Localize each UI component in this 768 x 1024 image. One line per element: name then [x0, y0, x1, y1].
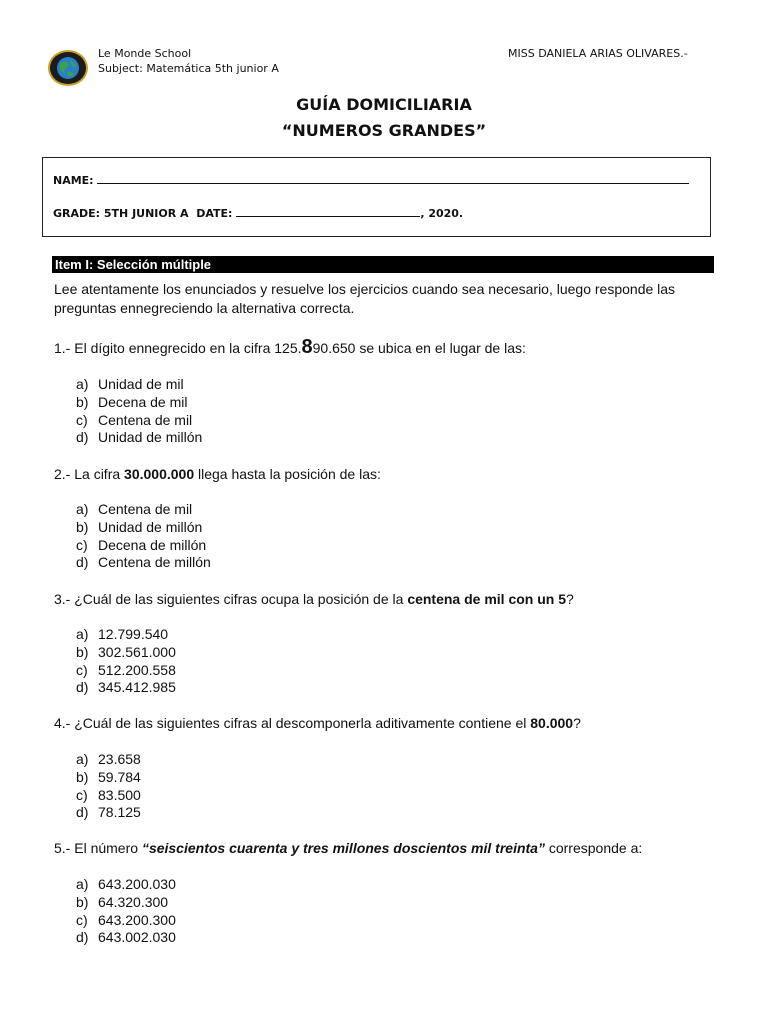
- question-2: [54, 465, 381, 483]
- question-2-options: [76, 501, 211, 572]
- year-suffix: , 2020.: [420, 207, 464, 220]
- school-logo-icon: [48, 50, 88, 86]
- option-a[interactable]: a) Centena de mil: [76, 501, 193, 517]
- question-highlight: centena de mil con un 5: [407, 591, 567, 607]
- option-d[interactable]: d) 78.125: [76, 804, 141, 821]
- question-text: 3.- ¿Cuál de las siguientes cifras ocupa la posición de la: [54, 591, 408, 607]
- instructions-text: Lee atentamente los enunciados y resuelve los ejercicios cuando sea necesario, luego responde las preguntas ennegreciendo la alternativa correcta.: [54, 281, 676, 316]
- question-text: ?: [573, 715, 581, 731]
- option-d[interactable]: d) 643.002.030: [76, 929, 176, 946]
- question-text: 4.- ¿Cuál de las siguientes cifras al descomponerla aditivamente contiene el: [54, 715, 531, 731]
- grade-row: [53, 205, 463, 220]
- option-b[interactable]: b) 64.320.300: [76, 893, 169, 910]
- question-5: [54, 839, 642, 857]
- grade-label: GRADE: 5TH JUNIOR A: [53, 207, 189, 220]
- option-a[interactable]: a) Unidad de mil: [76, 376, 184, 392]
- name-field[interactable]: [97, 172, 689, 184]
- option-a[interactable]: a) 12.799.540: [76, 626, 169, 642]
- option-a[interactable]: a) 643.200.030: [76, 876, 176, 892]
- option-c[interactable]: c) Centena de mil: [76, 411, 193, 428]
- question-4-options: [76, 751, 141, 822]
- option-b[interactable]: b) Decena de mil: [76, 393, 188, 410]
- subject-line: Subject: Matemática 5th junior A: [98, 62, 279, 75]
- option-c[interactable]: c) Decena de millón: [76, 536, 207, 553]
- option-d[interactable]: d) Centena de millón: [76, 554, 211, 571]
- question-highlight: “seiscientos cuarenta y tres millones doscientos mil treinta”: [141, 840, 545, 856]
- question-1-options: [76, 376, 202, 447]
- question-1: [54, 338, 526, 357]
- option-c[interactable]: c) 643.200.300: [76, 911, 176, 928]
- question-text: 90.650 se ubica en el lugar de las:: [312, 340, 526, 356]
- option-d[interactable]: d) Unidad de millón: [76, 429, 203, 446]
- question-highlight: 8: [301, 336, 313, 358]
- option-c[interactable]: c) 512.200.558: [76, 661, 176, 678]
- school-info: [98, 46, 279, 76]
- question-text: llega hasta la posición de las:: [194, 466, 381, 482]
- option-d[interactable]: d) 345.412.985: [76, 679, 176, 696]
- student-info-box: [42, 157, 711, 237]
- option-a[interactable]: a) 23.658: [76, 751, 141, 767]
- question-4: [54, 714, 581, 732]
- question-text: ?: [566, 591, 574, 607]
- question-highlight: 80.000: [530, 715, 574, 731]
- date-label: DATE:: [196, 207, 233, 220]
- date-field[interactable]: [236, 205, 420, 217]
- section-header: Item I: Selección múltiple: [52, 256, 714, 273]
- question-text: 5.- El número: [54, 840, 142, 856]
- question-text: 2.- La cifra: [54, 466, 125, 482]
- name-label: NAME:: [53, 174, 94, 187]
- option-c[interactable]: c) 83.500: [76, 786, 141, 803]
- question-highlight: 30.000.000: [124, 466, 195, 482]
- option-b[interactable]: b) 59.784: [76, 768, 141, 785]
- school-name: Le Monde School: [98, 47, 192, 60]
- question-text: corresponde a:: [544, 840, 643, 856]
- question-3-options: [76, 626, 176, 697]
- name-row: [53, 172, 689, 187]
- question-3: [54, 590, 574, 608]
- question-text: 1.- El dígito ennegrecido en la cifra 125.: [54, 340, 302, 356]
- option-b[interactable]: b) 302.561.000: [76, 643, 176, 660]
- question-5-options: [76, 876, 176, 947]
- page-subtitle: “NUMEROS GRANDES”: [281, 121, 487, 140]
- page-title: GUÍA DOMICILIARIA: [296, 95, 472, 114]
- option-b[interactable]: b) Unidad de millón: [76, 518, 203, 535]
- teacher-name: MISS DANIELA ARIAS OLIVARES.-: [508, 47, 688, 60]
